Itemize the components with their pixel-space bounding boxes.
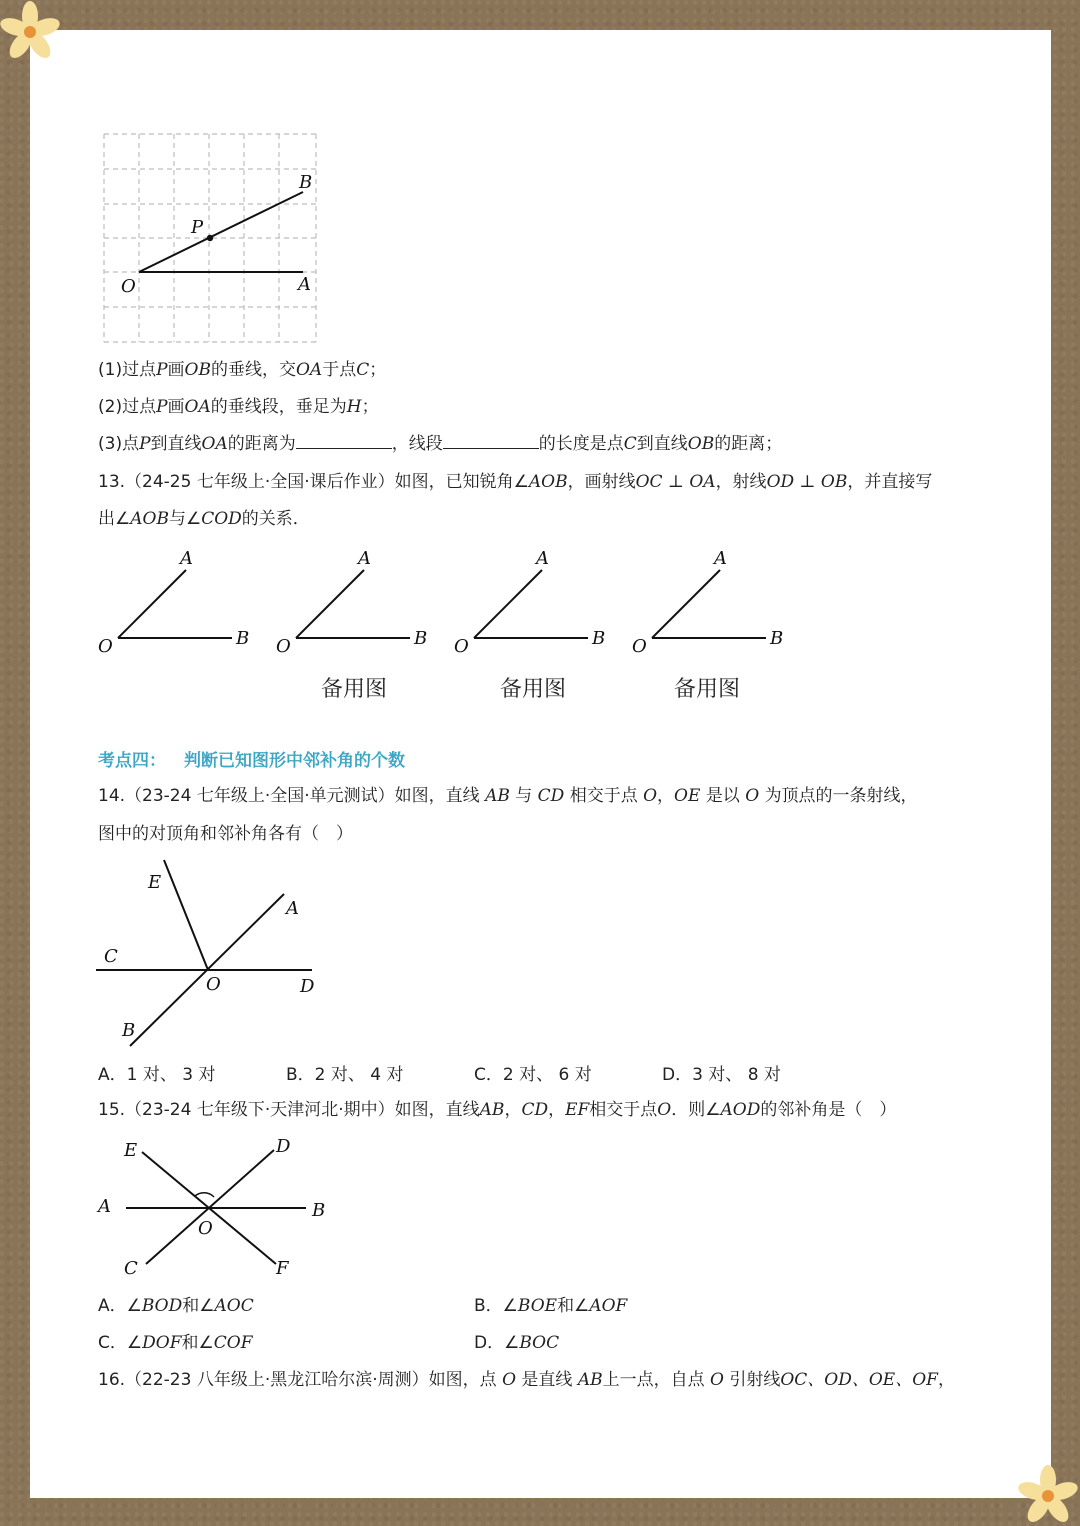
svg-text:A: A xyxy=(714,548,727,569)
svg-text:B: B xyxy=(122,1020,136,1041)
svg-text:O: O xyxy=(276,636,291,657)
section-heading: 考点四： 判断已知图形中邻补角的个数 xyxy=(98,751,405,771)
q14-line2: 图中的对顶角和邻补角各有（ ） xyxy=(98,824,353,844)
point-P xyxy=(207,235,213,241)
grid-figure xyxy=(96,126,324,348)
angle-figure-2 xyxy=(272,544,442,660)
svg-text:F: F xyxy=(276,1258,289,1279)
svg-text:A: A xyxy=(180,548,193,569)
q13-line1: 13.（24-25 七年级上·全国·课后作业）如图，已知锐角∠AOB，画射线OC ⊥ OA，射线OD ⊥ OB，并直接写 xyxy=(98,472,933,492)
q15-figure xyxy=(94,1130,334,1280)
svg-text:A: A xyxy=(286,898,299,919)
spare-caption-2: 备用图 xyxy=(500,677,567,702)
flower-decoration-top-left xyxy=(0,0,64,64)
q12-part3: (3)点P到直线OA的距离为 ，线段 的长度是点C到直线OB的距离； xyxy=(98,434,783,454)
q14-figure xyxy=(96,856,326,1052)
svg-text:C: C xyxy=(124,1258,138,1279)
svg-text:B: B xyxy=(414,628,428,649)
q15-option-a[interactable]: A．∠BOD和∠AOC xyxy=(98,1296,254,1316)
spare-caption-3: 备用图 xyxy=(674,677,741,702)
q14-line1: 14.（23-24 七年级上·全国·单元测试）如图，直线 AB 与 CD 相交于点 O，OE 是以 O 为顶点的一条射线， xyxy=(98,786,918,806)
q14-option-c[interactable]: C．2 对、 6 对 xyxy=(474,1065,592,1085)
svg-text:D: D xyxy=(276,1136,291,1157)
svg-text:O: O xyxy=(454,636,469,657)
q12-part1: (1)过点P画OB的垂线，交OA于点C； xyxy=(98,360,387,380)
answer-blank-2[interactable] xyxy=(443,432,539,449)
spare-caption-1: 备用图 xyxy=(321,677,388,702)
svg-text:B: B xyxy=(312,1200,326,1221)
svg-text:O: O xyxy=(206,974,221,995)
answer-blank-1[interactable] xyxy=(296,432,392,449)
angle-figure-1 xyxy=(94,544,264,660)
angle-figure-4 xyxy=(628,544,798,660)
q15-option-c[interactable]: C．∠DOF和∠COF xyxy=(98,1333,253,1353)
svg-text:E: E xyxy=(124,1140,138,1161)
svg-text:B: B xyxy=(592,628,606,649)
svg-text:B: B xyxy=(236,628,250,649)
label-A: A xyxy=(298,274,311,295)
svg-text:D: D xyxy=(300,976,315,997)
q15-line1: 15.（23-24 七年级下·天津河北·期中）如图，直线AB，CD，EF相交于点O．则∠AOD的邻补角是（ ） xyxy=(98,1100,897,1120)
label-B: B xyxy=(299,172,313,193)
svg-text:O: O xyxy=(198,1218,213,1239)
svg-text:A: A xyxy=(98,1196,111,1217)
q15-option-b[interactable]: B．∠BOE和∠AOF xyxy=(474,1296,628,1316)
angle-figure-3 xyxy=(450,544,620,660)
svg-text:A: A xyxy=(358,548,371,569)
q13-line2: 出∠AOB与∠COD的关系． xyxy=(98,509,310,529)
q14-option-d[interactable]: D．3 对、 8 对 xyxy=(662,1065,781,1085)
label-O: O xyxy=(121,276,136,297)
q14-option-b[interactable]: B．2 对、 4 对 xyxy=(286,1065,404,1085)
q14-option-a[interactable]: A．1 对、 3 对 xyxy=(98,1065,216,1085)
svg-text:E: E xyxy=(148,872,162,893)
svg-text:O: O xyxy=(98,636,113,657)
svg-text:B: B xyxy=(770,628,784,649)
q12-part2: (2)过点P画OA的垂线段，垂足为H； xyxy=(98,397,379,417)
flower-decoration-bottom-right xyxy=(1016,1462,1080,1526)
svg-text:O: O xyxy=(632,636,647,657)
svg-text:C: C xyxy=(104,946,118,967)
q16-line1: 16.（22-23 八年级上·黑龙江哈尔滨·周测）如图，点 O 是直线 AB上一点，自点 O 引射线OC、OD、OE、OF， xyxy=(98,1370,955,1390)
label-P: P xyxy=(191,217,204,238)
svg-text:A: A xyxy=(536,548,549,569)
q15-option-d[interactable]: D．∠BOC xyxy=(474,1333,560,1353)
